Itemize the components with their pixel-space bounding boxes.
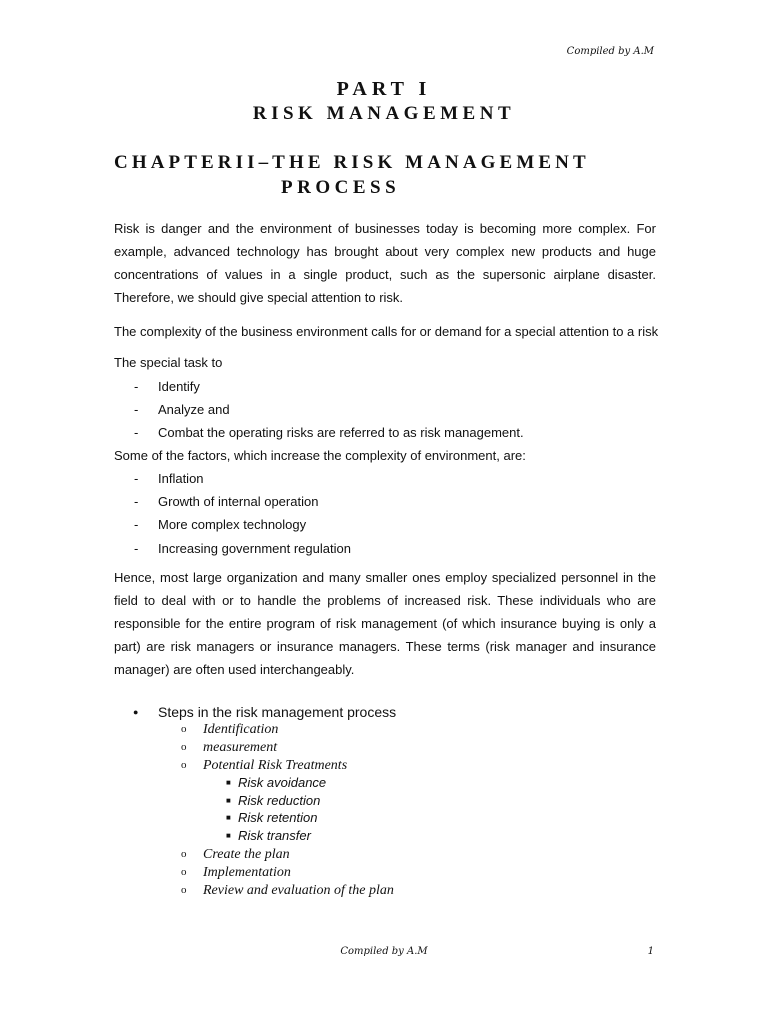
bullet-icon: ● [133, 707, 139, 717]
chapter-title-line2: PROCESS [281, 177, 401, 198]
factors-intro: Some of the factors, which increase the complexity of environment, are: [114, 448, 526, 463]
complexity-line: The complexity of the business environment calls for or demand for a special attention to a risk [114, 324, 659, 339]
step-item [181, 863, 291, 882]
square-bullet-icon: ■ [226, 813, 231, 822]
square-bullet-icon: ■ [226, 831, 231, 840]
circle-bullet-icon: o [181, 723, 187, 735]
list-item: - Increasing government regulation [134, 541, 351, 556]
step-item [181, 881, 394, 900]
subject-title: RISK MANAGEMENT [252, 103, 516, 124]
circle-bullet-icon: o [181, 884, 187, 896]
special-task-intro: The special task to [114, 355, 223, 370]
part-title: PART I [336, 78, 432, 100]
treatment-item-label: Risk reduction [238, 793, 321, 808]
step-item-label: Potential Risk Treatments [203, 758, 348, 773]
footer-compiled-by: Compiled by A.M [340, 946, 428, 957]
intro-paragraph: Risk is danger and the environment of businesses today is becoming more complex. For example, advanced technology has brought about very complex new products and huge concentrations of values in a single product, such as the supersonic airplane disaster. Therefore, we should give special attention to risk. [114, 221, 656, 305]
treatment-item-label: Risk transfer [238, 828, 311, 843]
chapter-title-line1: CHAPTERII–THE RISK MANAGEMENT [114, 152, 590, 173]
list-item: - Analyze and [134, 402, 230, 417]
step-item-label: Create the plan [203, 847, 290, 862]
list-item: - Growth of internal operation [134, 494, 319, 509]
treatment-item-label: Risk avoidance [238, 775, 327, 790]
list-item-label: Identify [158, 379, 200, 394]
treatment-item [226, 774, 326, 791]
list-item-label: Combat the operating risks are referred to as risk management. [158, 425, 524, 440]
treatment-item [226, 792, 320, 809]
square-bullet-icon: ■ [226, 778, 231, 787]
step-item-label: Identification [203, 722, 279, 737]
step-item [181, 738, 277, 757]
circle-bullet-icon: o [181, 866, 187, 878]
header-compiled-by: Compiled by A.M [566, 46, 654, 57]
step-item-label: Implementation [203, 865, 291, 880]
steps-heading [133, 703, 396, 721]
step-item [181, 756, 347, 775]
step-item [181, 845, 290, 864]
treatment-item-label: Risk retention [238, 810, 318, 825]
step-item-label: measurement [203, 740, 278, 755]
step-item [181, 720, 278, 739]
circle-bullet-icon: o [181, 759, 187, 771]
steps-heading-label: Steps in the risk management process [158, 704, 397, 720]
page-number: 1 [647, 946, 654, 957]
list-item: - Identify [134, 379, 200, 394]
list-item-label: Increasing government regulation [158, 541, 351, 556]
treatment-item [226, 827, 311, 844]
square-bullet-icon: ■ [226, 796, 231, 805]
circle-bullet-icon: o [181, 848, 187, 860]
list-item-label: Analyze and [158, 402, 230, 417]
list-item: - More complex technology [134, 517, 307, 532]
list-item-label: More complex technology [158, 517, 307, 532]
step-item-label: Review and evaluation of the plan [203, 883, 394, 898]
list-item-label: Inflation [158, 471, 204, 486]
list-item: - Inflation [134, 471, 204, 486]
list-item: - Combat the operating risks are referred to as risk management. [134, 425, 524, 440]
treatment-item [226, 809, 317, 826]
list-item-label: Growth of internal operation [158, 494, 319, 509]
circle-bullet-icon: o [181, 741, 187, 753]
hence-paragraph: Hence, most large organization and many smaller ones employ specialized personnel in the field to deal with or to handle the problems of increased risk. These individuals who are responsible for the entire program of risk management (of which insurance buying is only a part) are risk managers or insurance managers. These terms (risk manager and insurance manager) are often used interchangeably. [114, 570, 656, 677]
